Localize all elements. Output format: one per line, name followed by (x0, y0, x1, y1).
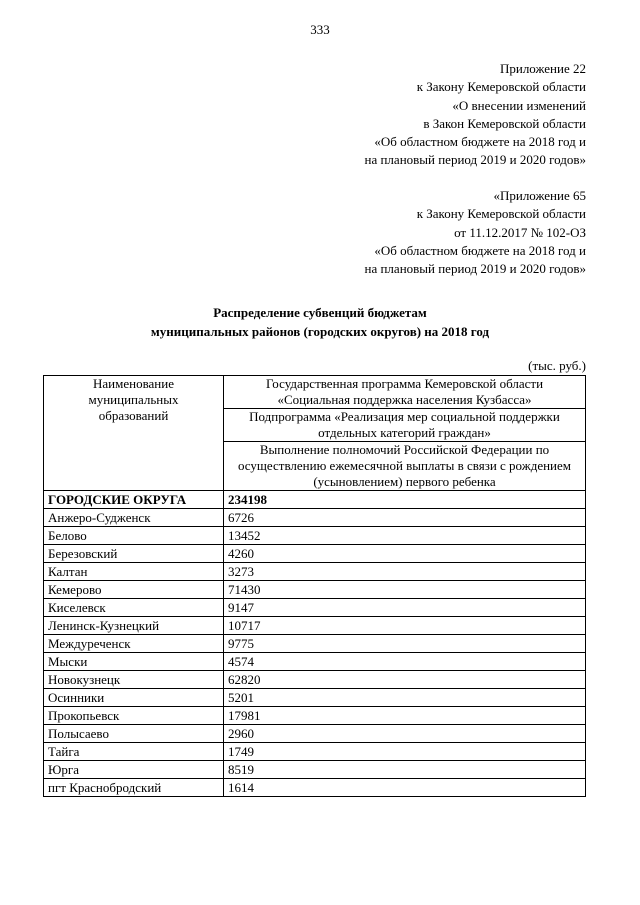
municipality-name: Междуреченск (44, 635, 224, 653)
activity-header (224, 442, 586, 491)
table-row (44, 545, 586, 563)
municipality-name: Полысаево (44, 725, 224, 743)
municipality-name: Осинники (44, 689, 224, 707)
appendix-line: «Об областном бюджете на 2018 год и (374, 134, 586, 150)
subsidy-value: 4260 (224, 545, 586, 563)
appendix-22-reference (365, 60, 587, 170)
table-row (44, 671, 586, 689)
table-row (44, 527, 586, 545)
appendix-line: на плановый период 2019 и 2020 годов» (364, 152, 586, 168)
appendix-line: к Закону Кемеровской области (416, 79, 586, 95)
total-row (44, 491, 586, 509)
subsidy-value: 13452 (224, 527, 586, 545)
appendix-line: «Об областном бюджете на 2018 год и (374, 242, 586, 258)
table-row (44, 563, 586, 581)
municipality-name: Белово (44, 527, 224, 545)
header-line: отдельных категорий граждан» (318, 425, 491, 440)
municipality-name: Анжеро-Судженск (44, 509, 224, 527)
subsidy-value: 71430 (224, 581, 586, 599)
table-row (44, 617, 586, 635)
subsidy-value: 234198 (224, 491, 586, 509)
municipality-name: Мыски (44, 653, 224, 671)
municipality-name: Кемерово (44, 581, 224, 599)
appendix-line: к Закону Кемеровской области (416, 206, 586, 222)
header-line: Подпрограмма «Реализация мер социальной поддержки (249, 409, 560, 424)
header-line: образований (98, 408, 169, 423)
header-line: Наименование (93, 376, 174, 391)
municipality-name: пгт Краснобродский (44, 779, 224, 797)
table-row (44, 743, 586, 761)
header-line: осуществлению ежемесячной выплаты в связи с рождением (237, 458, 572, 473)
subsidy-value: 8519 (224, 761, 586, 779)
table-row (44, 653, 586, 671)
header-line: муниципальных (88, 392, 179, 407)
header-line: (усыновлением) первого ребенка (313, 474, 496, 489)
appendix-line: «Приложение 65 (493, 188, 586, 203)
title-line: муниципальных районов (городских округов) на 2018 год (150, 323, 490, 339)
unit-note: (тыс. руб.) (528, 358, 586, 373)
subsidy-value: 4574 (224, 653, 586, 671)
subsidy-value: 6726 (224, 509, 586, 527)
municipality-name: Киселевск (44, 599, 224, 617)
page-number: 333 (310, 22, 330, 37)
table-row (44, 509, 586, 527)
subsidy-value: 1749 (224, 743, 586, 761)
header-line: Выполнение полномочий Российской Федерации по (259, 442, 550, 457)
municipality-column-header (44, 376, 224, 491)
table-row (44, 599, 586, 617)
municipality-name: Прокопьевск (44, 707, 224, 725)
table-row (44, 725, 586, 743)
title-line: Распределение субвенций бюджетам (213, 305, 427, 320)
municipality-name: Калтан (44, 563, 224, 581)
program-header (224, 376, 586, 409)
municipality-name: Березовский (44, 545, 224, 563)
municipality-name: Тайга (44, 743, 224, 761)
document-title (0, 304, 640, 341)
subsidy-value: 2960 (224, 725, 586, 743)
municipality-name: Новокузнецк (44, 671, 224, 689)
subsidy-value: 10717 (224, 617, 586, 635)
municipality-name: Юрга (44, 761, 224, 779)
subsidy-value: 9775 (224, 635, 586, 653)
subprogram-header (224, 409, 586, 442)
municipality-name: ГОРОДСКИЕ ОКРУГА (44, 491, 224, 509)
table-row (44, 581, 586, 599)
table-row (44, 707, 586, 725)
appendix-line: от 11.12.2017 № 102-ОЗ (454, 224, 586, 240)
subsidy-value: 5201 (224, 689, 586, 707)
appendix-line: Приложение 22 (499, 61, 586, 76)
municipality-name: Ленинск-Кузнецкий (44, 617, 224, 635)
table-row (44, 779, 586, 797)
appendix-line: в Закон Кемеровской области (423, 115, 586, 131)
subsidy-value: 1614 (224, 779, 586, 797)
table-row (44, 635, 586, 653)
subsidy-table (43, 375, 586, 797)
appendix-line: на плановый период 2019 и 2020 годов» (364, 261, 586, 277)
table-row (44, 761, 586, 779)
subsidy-value: 3273 (224, 563, 586, 581)
subsidy-value: 9147 (224, 599, 586, 617)
subsidy-value: 62820 (224, 671, 586, 689)
table-row (44, 689, 586, 707)
appendix-line: «О внесении изменений (452, 97, 586, 113)
header-line: «Социальная поддержка населения Кузбасса» (277, 392, 532, 407)
header-line: Государственная программа Кемеровской области (265, 376, 544, 391)
appendix-65-reference (365, 187, 587, 278)
subsidy-value: 17981 (224, 707, 586, 725)
